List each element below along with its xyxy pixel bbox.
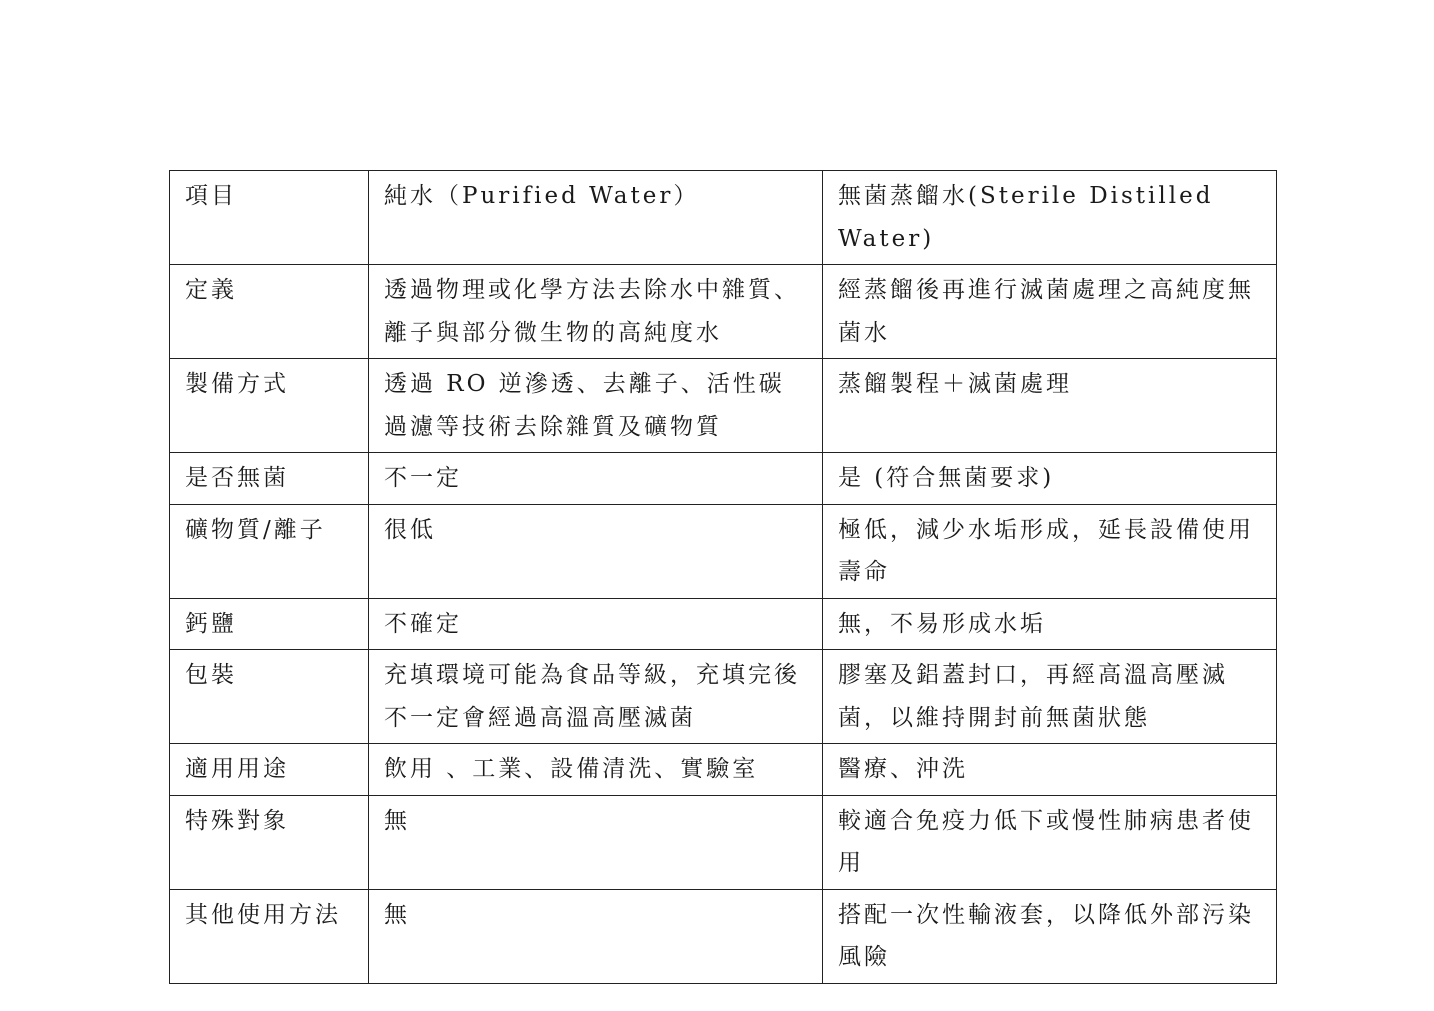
row-label-cell: 鈣鹽 [170,598,369,650]
row-label-cell: 是否無菌 [170,453,369,505]
purified-value-cell: 透過 RO 逆滲透、去離子、活性碳過濾等技術去除雜質及礦物質 [369,359,823,453]
purified-value-cell: 飲用 、工業、設備清洗、實驗室 [369,744,823,796]
table-header-row [170,171,1277,265]
row-label-cell: 其他使用方法 [170,889,369,983]
sterile-value-cell: 無，不易形成水垢 [823,598,1277,650]
purified-value-cell: 不確定 [369,598,823,650]
sterile-value-cell: 經蒸餾後再進行滅菌處理之高純度無菌水 [823,265,1277,359]
row-label-cell: 定義 [170,265,369,359]
table-row-calcium-salts [170,598,1277,650]
header-sterile-water-cell: 無菌蒸餾水(Sterile Distilled Water) [823,171,1277,265]
row-label-cell: 包裝 [170,650,369,744]
purified-value-cell: 充填環境可能為食品等級，充填完後不一定會經過高溫高壓滅菌 [369,650,823,744]
table-row-applications [170,744,1277,796]
sterile-value-cell: 是 (符合無菌要求) [823,453,1277,505]
sterile-value-cell: 極低，減少水垢形成，延長設備使用壽命 [823,504,1277,598]
purified-value-cell: 不一定 [369,453,823,505]
table-row-preparation [170,359,1277,453]
row-label-cell: 製備方式 [170,359,369,453]
comparison-table [169,170,1277,984]
table-row-definition [170,265,1277,359]
sterile-value-cell: 蒸餾製程＋滅菌處理 [823,359,1277,453]
table-row-sterility [170,453,1277,505]
row-label-cell: 礦物質/離子 [170,504,369,598]
header-purified-water-cell: 純水（Purified Water） [369,171,823,265]
sterile-value-cell: 膠塞及鋁蓋封口，再經高溫高壓滅菌，以維持開封前無菌狀態 [823,650,1277,744]
table-row-special-groups [170,795,1277,889]
row-label-cell: 適用用途 [170,744,369,796]
row-label-cell: 特殊對象 [170,795,369,889]
header-item-cell: 項目 [170,171,369,265]
purified-value-cell: 無 [369,889,823,983]
sterile-value-cell: 較適合免疫力低下或慢性肺病患者使用 [823,795,1277,889]
table-row-packaging [170,650,1277,744]
purified-value-cell: 很低 [369,504,823,598]
table-row-other-uses [170,889,1277,983]
sterile-value-cell: 搭配一次性輸液套，以降低外部污染風險 [823,889,1277,983]
sterile-value-cell: 醫療、沖洗 [823,744,1277,796]
purified-value-cell: 無 [369,795,823,889]
table-row-minerals [170,504,1277,598]
purified-value-cell: 透過物理或化學方法去除水中雜質、離子與部分微生物的高純度水 [369,265,823,359]
